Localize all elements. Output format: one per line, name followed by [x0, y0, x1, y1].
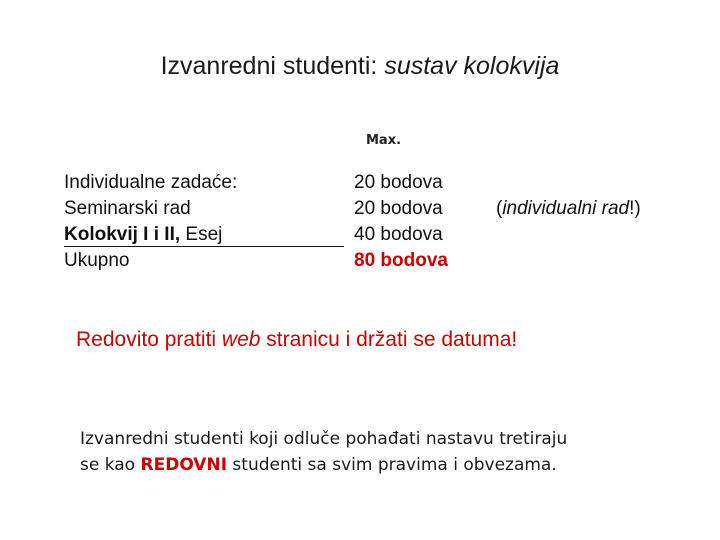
label-seminarski-rad: Seminarski rad — [64, 198, 191, 219]
max-column-header: Max. — [366, 133, 402, 148]
note-open: ( — [496, 198, 503, 219]
label-ukupno: Ukupno — [64, 250, 130, 271]
follow-website-warning — [76, 326, 517, 354]
title-main: Izvanredni studenti: — [160, 52, 385, 80]
value-kolokvij-esej: 40 bodova — [354, 224, 443, 245]
label-kolokvij: Kolokvij I i II, — [64, 224, 186, 245]
warning-part-a: Redovito pratiti — [76, 328, 222, 351]
value-seminarski-rad: 20 bodova — [354, 198, 443, 219]
value-ukupno: 80 bodova — [354, 250, 448, 271]
note-close: !) — [629, 198, 641, 219]
paragraph-line-2-b: studenti sa svim pravima i obvezama. — [227, 455, 557, 475]
sum-divider-line — [64, 246, 344, 247]
slide-title — [0, 50, 720, 82]
points-values — [354, 170, 448, 274]
title-italic: sustav kolokvija — [384, 52, 560, 80]
label-kolokvij-esej — [64, 222, 237, 248]
warning-part-b: stranicu i držati se datuma! — [260, 328, 518, 351]
label-individualne-zadace: Individualne zadaće: — [64, 172, 238, 193]
note-italic: individualni rad — [502, 198, 630, 219]
points-labels — [64, 170, 237, 274]
paragraph-line-2 — [80, 452, 567, 478]
label-esej: Esej — [185, 224, 223, 245]
individual-work-note — [496, 196, 641, 222]
paragraph-line-1: Izvanredni studenti koji odluče pohađati nastavu tretiraju — [80, 429, 568, 449]
warning-italic: web — [221, 328, 261, 351]
regular-students-paragraph — [80, 426, 567, 478]
value-individualne-zadace: 20 bodova — [354, 172, 443, 193]
paragraph-line-2-a: se kao — [80, 455, 141, 475]
paragraph-redovni: REDOVNI — [140, 455, 228, 475]
